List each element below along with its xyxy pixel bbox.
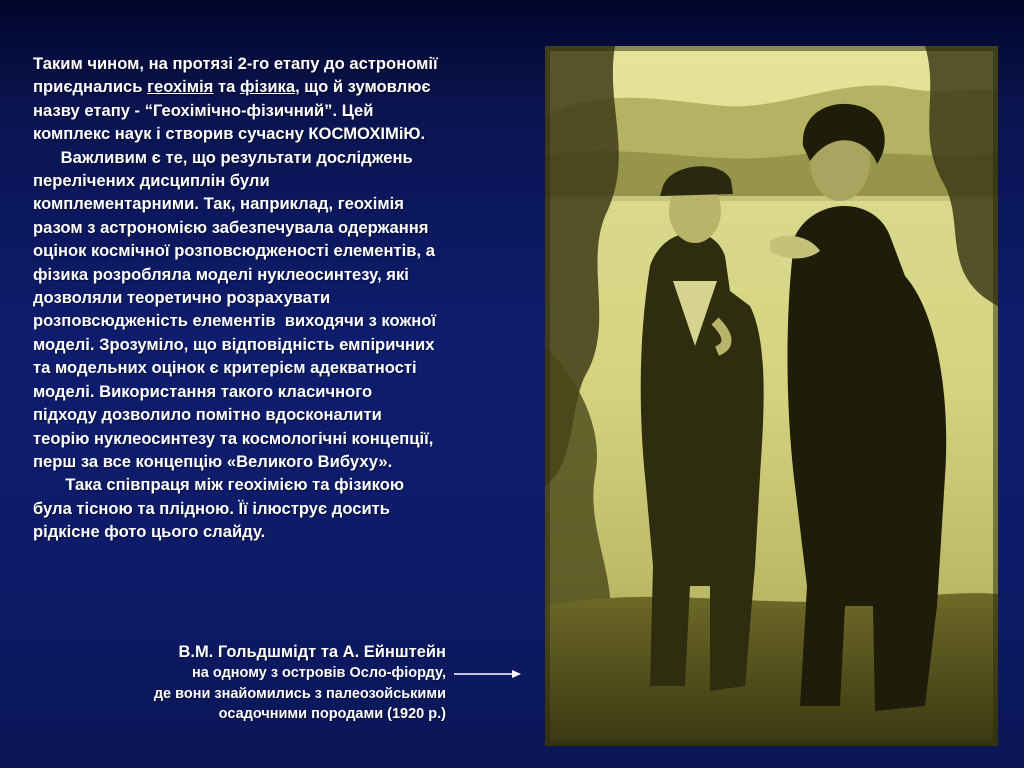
paragraph-line: моделі. Зрозуміло, що відповідність емпіричних bbox=[33, 334, 435, 354]
paragraph-line: рідкісне фото цього слайду. bbox=[33, 522, 266, 542]
paragraph-line: оцінок космічної розповсюдженості елементів, а bbox=[33, 241, 435, 261]
paragraph-line: Таким чином, на протязі 2-го етапу до астрономії bbox=[33, 54, 438, 73]
paragraph-line: перш за все концепцію «Великого Вибуху». bbox=[33, 451, 393, 471]
paragraph-line: комплементарними. Так, наприклад, геохімія bbox=[33, 194, 404, 214]
line-text: приєднались bbox=[33, 77, 148, 97]
arrow-icon bbox=[454, 667, 522, 681]
paragraph-line: Така співпраця між геохімією та фізикою bbox=[33, 475, 405, 495]
caption-line: на одному з островів Осло-фіорду, bbox=[192, 665, 446, 681]
paragraph-line: та модельних оцінок є критерієм адекватності bbox=[33, 358, 417, 378]
paragraph-line: була тісною та плідною. Її ілюструє досить bbox=[33, 498, 390, 518]
photo-caption bbox=[154, 641, 446, 725]
physics-link[interactable]: фізика bbox=[239, 77, 296, 97]
paragraph-line: моделі. Використання такого класичного bbox=[33, 381, 373, 401]
paragraph-line: назву етапу - “Геохімічно-фізичний”. Цей bbox=[33, 100, 374, 120]
paragraph-line: Важливим є те, що результати досліджень bbox=[33, 147, 413, 167]
paragraph-line: дозволяли теоретично розрахувати bbox=[33, 288, 331, 308]
paragraph-line: фізика розробляла моделі нуклеосинтезу, які bbox=[33, 264, 409, 284]
historic-photo bbox=[545, 46, 998, 746]
caption-title: В.М. Гольдшмідт та А. Ейнштейн bbox=[178, 643, 446, 661]
paragraph-line: комплекс наук і створив сучасну КОСМОХІМіЮ. bbox=[33, 124, 426, 144]
paragraph-line-with-links bbox=[33, 75, 528, 98]
photo-illustration bbox=[545, 46, 998, 746]
caption-line: де вони знайомились з палеозойськими bbox=[153, 685, 446, 702]
line-text: та bbox=[213, 77, 240, 97]
paragraph-line: перелічених дисциплін були bbox=[33, 171, 270, 191]
paragraph-line: разом з астрономією забезпечувала одержання bbox=[33, 217, 429, 237]
caption-line: осадочними породами (1920 р.) bbox=[218, 706, 446, 722]
paragraph-line: підходу дозволило помітно вдосконалити bbox=[33, 405, 382, 425]
paragraph-line: розповсюдженість елементів виходячи з кожної bbox=[33, 311, 437, 331]
geochemistry-link[interactable]: геохімія bbox=[147, 77, 214, 97]
line-text: , що й зумовлює bbox=[295, 77, 431, 97]
main-paragraph bbox=[33, 52, 528, 544]
paragraph-line: теорію нуклеосинтезу та космологічні концепції, bbox=[33, 428, 434, 448]
